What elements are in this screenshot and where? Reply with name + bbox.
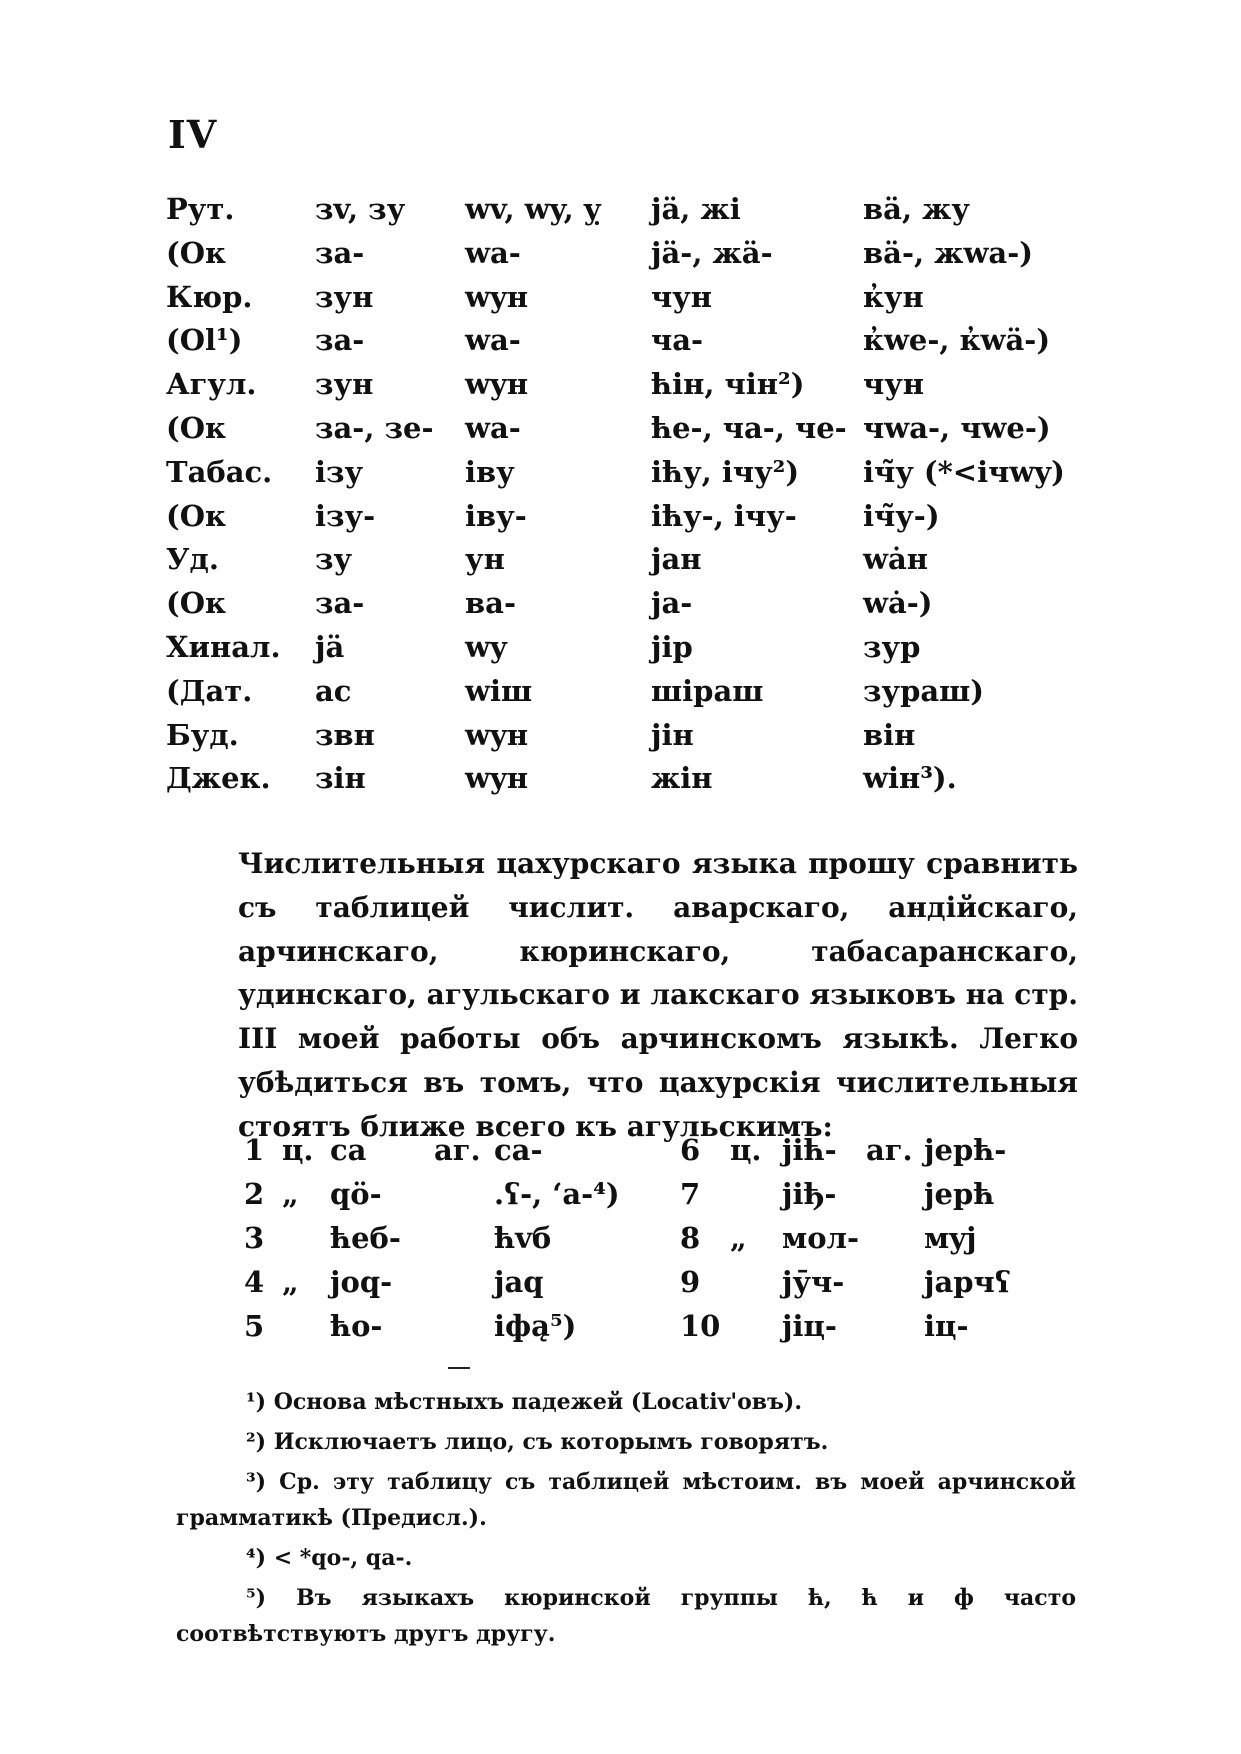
agul-form: іфą⁵) <box>494 1309 577 1343</box>
table-cell: він <box>863 717 916 752</box>
table-cell: зу <box>315 542 353 577</box>
language-label: (Ок <box>166 498 226 533</box>
lang-mark: ц. <box>730 1133 762 1167</box>
table-cell: ізу <box>315 454 364 489</box>
lang-mark: „ <box>282 1177 299 1211</box>
table-cell: зураш) <box>863 673 985 708</box>
table-cell: жін <box>651 761 713 796</box>
agul-form: са- <box>494 1133 543 1167</box>
tsakhur-form: jӯч- <box>782 1265 845 1299</box>
language-label: Хинал. <box>166 629 281 664</box>
lang-mark: аг. <box>434 1133 481 1167</box>
agul-form: іц- <box>924 1309 969 1343</box>
table-cell: зін <box>315 761 366 796</box>
footnote-separator <box>448 1367 470 1369</box>
table-cell: зун <box>315 279 374 314</box>
table-cell: wiн³). <box>863 761 957 796</box>
table-cell: wv, wy, ỵ <box>465 192 601 226</box>
table-cell: за-, зе- <box>315 410 434 445</box>
numeral-number: 1 <box>244 1133 265 1167</box>
table-cell: ізу- <box>315 498 376 533</box>
numeral-number: 5 <box>244 1309 265 1343</box>
table-cell: ће-, ча-, че- <box>651 410 847 445</box>
language-label: Кюр. <box>166 279 253 314</box>
tsakhur-form: ћо- <box>330 1309 383 1343</box>
footnotes <box>176 1384 1076 1656</box>
table-cell: вä, жу <box>863 192 970 226</box>
language-label: Агул. <box>166 367 257 402</box>
table-cell: вä-, жwa-) <box>863 235 1033 270</box>
table-cell: wyн <box>465 279 529 314</box>
footnote: ²) Исключаетъ лицо, съ которымъ говорятъ. <box>246 1429 829 1455</box>
tsakhur-form: jiц- <box>782 1309 837 1343</box>
language-label: Буд. <box>166 717 239 752</box>
numeral-number: 8 <box>680 1221 701 1255</box>
table-cell: к̓we-, к̓wä-) <box>863 323 1051 358</box>
table-cell: ун <box>465 542 505 577</box>
table-cell: за- <box>315 323 365 358</box>
table-cell: jä, жі <box>651 192 741 226</box>
language-label: (Дат. <box>166 673 253 708</box>
language-label: Рут. <box>166 192 235 226</box>
agul-form: jepћ <box>924 1177 995 1211</box>
tsakhur-form: jiђ- <box>782 1177 837 1211</box>
table-cell: чун <box>863 367 925 402</box>
tsakhur-form: qö- <box>330 1177 382 1211</box>
lang-mark: „ <box>282 1265 299 1299</box>
table-cell: wa- <box>465 235 521 270</box>
lang-mark: „ <box>730 1221 747 1255</box>
table-cell: іву- <box>465 498 527 533</box>
table-cell: wȧн <box>863 542 928 577</box>
table-cell: ас <box>315 673 352 708</box>
table-cell: іч̃у (*<ічwy) <box>863 454 1065 489</box>
language-label: Джек. <box>166 761 271 796</box>
lang-mark: ц. <box>282 1133 314 1167</box>
table-cell: зур <box>863 629 921 664</box>
table-cell: зv, зу <box>315 192 406 226</box>
table-cell: ва- <box>465 586 516 621</box>
table-cell: к̓ун <box>863 279 924 314</box>
table-cell: за- <box>315 586 365 621</box>
table-cell: ja- <box>651 586 693 621</box>
footnote: ¹) Основа мѣстныхъ падежей (Locativ'овъ). <box>246 1389 803 1415</box>
language-label: (Ок <box>166 586 226 621</box>
table-cell: чун <box>651 279 713 314</box>
numeral-number: 10 <box>680 1309 721 1343</box>
agul-form: jарчʕ <box>924 1265 1011 1299</box>
table-cell: ћін, чін²) <box>651 367 805 402</box>
agul-form: jaq <box>494 1265 544 1299</box>
agul-form: ћvб <box>494 1221 552 1255</box>
language-label: Табас. <box>166 454 273 489</box>
table-cell: ча- <box>651 323 704 358</box>
table-cell: шіраш <box>651 673 764 708</box>
table-cell: wy <box>465 629 507 664</box>
table-cell: іч̃у-) <box>863 498 940 533</box>
tsakhur-form: мол- <box>782 1221 860 1255</box>
language-label: (Ol¹) <box>166 323 243 358</box>
table-cell: jiн <box>651 717 694 752</box>
body-paragraph <box>238 842 1078 1149</box>
table-cell: wa- <box>465 323 521 358</box>
language-label: (Ок <box>166 235 226 270</box>
table-cell: jä-, жä- <box>651 235 773 270</box>
language-label: (Ок <box>166 410 226 445</box>
paragraph-text: Числительныя цахурскаго языка прошу сравнить съ таблицей числит. аварскаго, андійскаго, арчинскаго, кюринскаго, табасаранскаго, удинскаго, агульскаго и лакскаго языковъ на стр. III моей работы объ арчинскомъ языкѣ. Легко убѣдиться въ томъ, что цахурскія числительныя стоятъ ближе всего къ агульскимъ: <box>238 847 1078 1143</box>
numeral-number: 6 <box>680 1133 701 1167</box>
table-cell: іву <box>465 454 515 489</box>
numeral-number: 2 <box>244 1177 265 1211</box>
table-cell: іћу, ічу²) <box>651 454 800 489</box>
table-cell: за- <box>315 235 365 270</box>
numeral-number: 9 <box>680 1265 701 1299</box>
page-number: IV <box>168 112 218 157</box>
table-cell: wa- <box>465 410 521 445</box>
table-cell: wyн <box>465 367 529 402</box>
tsakhur-form: са <box>330 1133 367 1167</box>
agul-form: jepћ- <box>924 1133 1007 1167</box>
language-label: Уд. <box>166 542 219 577</box>
agul-form: .ʕ-, ʻa-⁴) <box>494 1177 620 1211</box>
footnote: ⁵) Въ языкахъ кюринской группы ћ, ћ и ф часто соотвѣтствуютъ другъ другу. <box>176 1585 1076 1647</box>
numeral-number: 3 <box>244 1221 265 1255</box>
numeral-number: 4 <box>244 1265 265 1299</box>
table-cell: wȧ-) <box>863 586 933 621</box>
table-cell: іћу-, ічу- <box>651 498 797 533</box>
table-cell: wyн <box>465 717 529 752</box>
table-cell: jä <box>315 629 345 664</box>
agul-form: мyj <box>924 1221 977 1255</box>
table-cell: зун <box>315 367 374 402</box>
footnote: ³) Ср. эту таблицу съ таблицей мѣстоим. въ моей арчинской грамматикѣ (Предисл.). <box>176 1469 1076 1531</box>
table-cell: jaн <box>651 542 702 577</box>
tsakhur-form: joq- <box>330 1265 393 1299</box>
table-cell: wiш <box>465 673 533 708</box>
lang-mark: аг. <box>866 1133 913 1167</box>
table-cell: jip <box>651 629 693 664</box>
table-cell: чwa-, чwe-) <box>863 410 1051 445</box>
tsakhur-form: ћеб- <box>330 1221 401 1255</box>
numeral-number: 7 <box>680 1177 701 1211</box>
table-cell: wyн <box>465 761 529 796</box>
tsakhur-form: jiћ- <box>782 1133 837 1167</box>
footnote: ⁴) < *qo-, qa-. <box>246 1545 413 1571</box>
table-cell: звн <box>315 717 375 752</box>
